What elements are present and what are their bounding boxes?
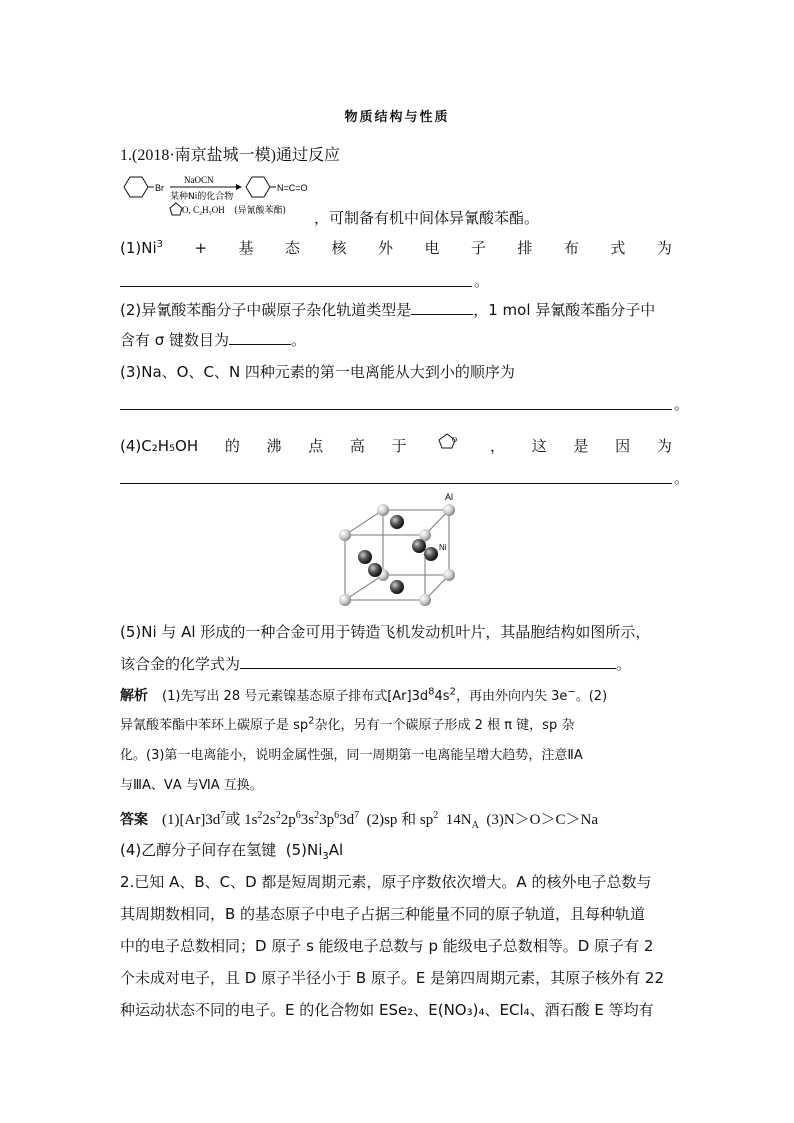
ni-atom — [368, 563, 382, 577]
part-1-word: 外 — [377, 239, 393, 257]
tetrahydrofuran-ring — [433, 436, 463, 456]
answer-blank-1[interactable] — [120, 286, 472, 287]
part-1-word: 排 — [517, 239, 533, 257]
part-3-end: 。 — [674, 397, 690, 413]
answer-blank-4[interactable] — [120, 483, 672, 484]
question-2-line-1: 2.已知 A、B、C、D 都是短周期元素，原子序数依次增大。A 的核外电子总数与 — [120, 873, 652, 891]
ni-label: Ni — [439, 543, 447, 552]
al-label: Al — [445, 492, 454, 502]
part-1-end: 。 — [474, 274, 490, 290]
analysis-line-4: 与ⅢA、ⅤA 与ⅥA 互换。 — [120, 778, 263, 793]
ni-atom — [390, 580, 404, 594]
benzene-ring-product — [246, 177, 276, 197]
al-atom — [339, 529, 351, 541]
analysis-line-2: 异氰酸苯酯中苯环上碳原子是 $sp^2$杂化，另有一个碳原子形成 2 根 π 键，sp 杂 — [120, 715, 575, 733]
product-name-label: (异氰酸苯酯) — [234, 206, 287, 216]
question-2-line-5: 种运动状态不同的电子。E 的化合物如 ESe₂、E(NO₃)₄、ECl₄、酒石酸 E 等均有 — [120, 1001, 654, 1019]
answer-blank-2a[interactable] — [411, 300, 473, 315]
part-1-word: 电 — [424, 239, 440, 257]
thf-ring-icon — [170, 203, 182, 215]
part-3-line: (3)Na、O、C、N 四种元素的第一电离能从大到小的顺序为 — [120, 363, 515, 381]
answer-blank-3[interactable] — [120, 409, 672, 410]
ni-atom — [412, 539, 426, 553]
ni-atom — [424, 547, 438, 561]
question-1-after-reaction: ，可制备有机中间体异氰酸苯酯。 — [314, 209, 540, 227]
reagent-bottom-label: 某种Ni的化合物 — [170, 192, 234, 202]
question-2-line-4: 个未成对电子，且 D 原子半径小于 B 原子。E 是第四周期元素，其原子核外有 22 — [120, 969, 665, 987]
part-4-line: (4)C₂H₅OH 的 沸 点 高 于 O ， 这 是 因 为 — [120, 436, 672, 455]
answer-blank-5[interactable] — [240, 654, 616, 669]
crystal-cell-figure — [325, 490, 475, 610]
question-2-line-2: 其周期数相同，B 的基态原子中电子占据三种能量不同的原子轨道，且每种轨道 — [120, 905, 646, 923]
part-1-word: 态 — [285, 239, 301, 257]
al-atom — [419, 594, 431, 606]
reactant-bromine-label: Br — [155, 183, 164, 193]
part-1-plus: + — [194, 239, 208, 257]
answer-blank-2b[interactable] — [229, 330, 291, 345]
solvent-label: O, C₂H₅OH — [182, 205, 225, 215]
part-5-line-1: (5)Ni 与 Al 形成的一种合金可用于铸造飞机发动机叶片，其晶胞结构如图所示， — [120, 623, 651, 641]
part-1-word: 基 — [238, 239, 254, 257]
part-1-word: 布 — [563, 239, 579, 257]
ni-atom — [390, 515, 404, 529]
product-group-label: N=C=O — [277, 183, 308, 193]
benzene-ring-reactant — [124, 177, 154, 197]
part-2-line-1: (2)异氰酸苯酯分子中碳原子杂化轨道类型是 ，1 mol 异氰酸苯酯分子中 — [120, 301, 656, 319]
part-5-line-2: 该合金的化学式为 。 — [120, 655, 632, 673]
reagent-top-label: NaOCN — [184, 175, 214, 185]
part-1-word: 为 — [656, 239, 672, 257]
answer-line-1: 答案 $(1)[Ar]3d^7$或 $1s^22s^22p^63s^23p^63d^7$ (2)sp 和 $sp^2$ $14N_A$ (3)N＞O＞C＞Na — [120, 810, 598, 831]
al-atom — [443, 569, 455, 581]
reaction-scheme — [118, 170, 338, 222]
svg-text:O: O — [452, 436, 458, 444]
part-2-line-2: 含有 σ 键数目为 。 — [120, 331, 307, 349]
al-atom — [419, 529, 431, 541]
al-atom — [339, 594, 351, 606]
analysis-line-1: 解析 (1)先写出 28 号元素镍基态原子排布式$[Ar]3d^84s^2$，再由外向内失 3e−。(2) — [120, 686, 608, 704]
part-1-prefix: (1)Ni$^3$ — [120, 239, 164, 257]
al-atom — [443, 504, 455, 516]
answer-line-2: (4)乙醇分子间存在氢键 $(5)Ni_3Al$ — [120, 841, 344, 862]
question-2-line-3: 中的电子总数相同；D 原子 s 能级电子总数与 p 能级电子总数相等。D 原子有 2 — [120, 937, 654, 955]
part-1-word: 式 — [610, 239, 626, 257]
part-1-word: 子 — [470, 239, 486, 257]
ni-atom — [358, 550, 372, 564]
question-1-intro: 1.(2018·南京盐城一模)通过反应 — [120, 147, 340, 164]
part-1-line — [120, 238, 672, 258]
part-1-word: 核 — [331, 239, 347, 257]
page-title: 物质结构与性质 — [344, 109, 450, 124]
al-atom — [377, 504, 389, 516]
reaction-arrow-head — [236, 184, 242, 190]
part-4-end: 。 — [674, 471, 690, 487]
analysis-line-3: 化。(3)第一电离能小，说明金属性强，同一周期第一电离能呈增大趋势，注意ⅡA — [120, 748, 583, 763]
